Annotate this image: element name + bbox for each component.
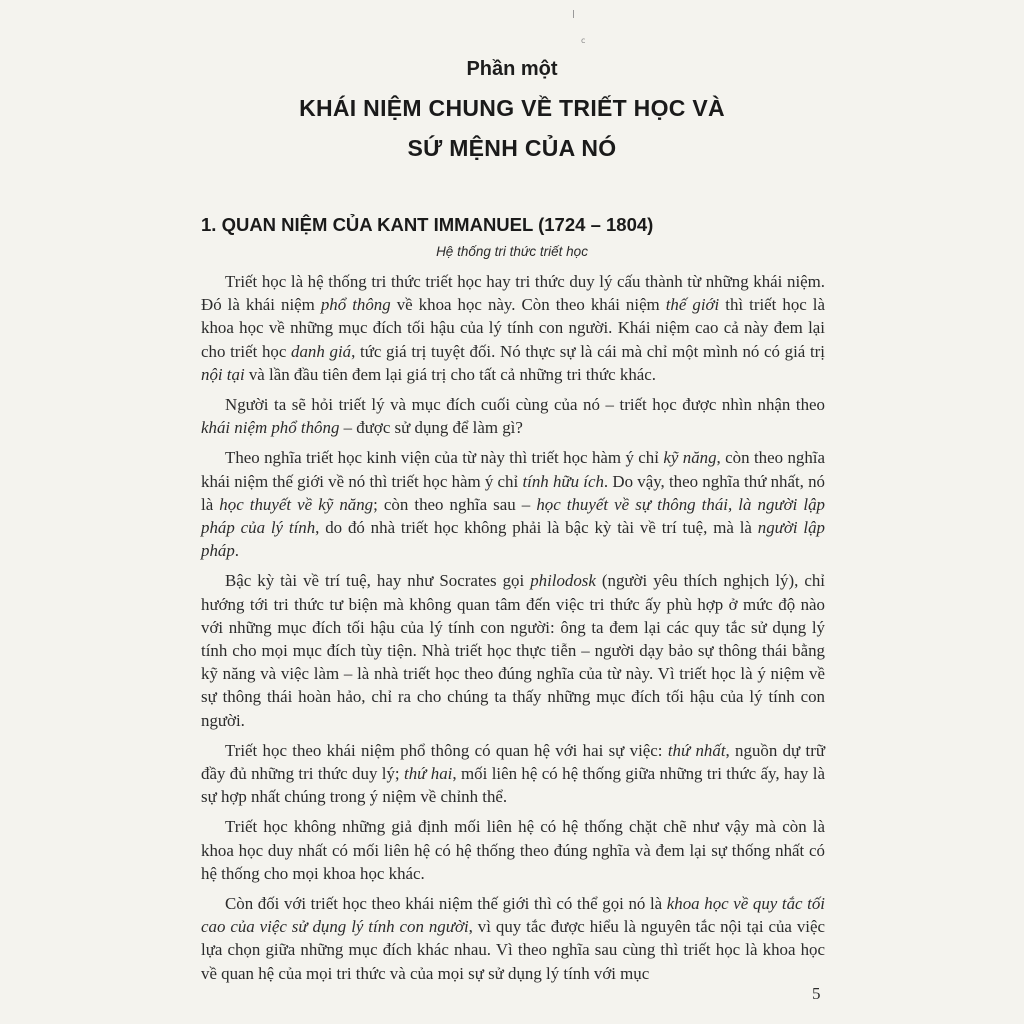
italic-term: thế giới <box>665 295 720 315</box>
scan-mark <box>573 10 574 18</box>
paragraph: Còn đối với triết học theo khái niệm thế giới thì có thể gọi nó là khoa học về quy tắc tối cao của việc sử dụng lý tính con người, vì quy tắc được hiểu là nguyên tắc nội tại của việc lựa chọn giữa những mục đích khác nhau. Vì theo nghĩa sau cùng thì triết học là khoa học về quan hệ của mọi tri thức và của mọi sự sử dụng lý tính với mục <box>201 894 825 983</box>
main-title-line-1: KHÁI NIỆM CHUNG VỀ TRIẾT HỌC VÀ <box>299 95 725 121</box>
scan-dot: c <box>581 36 586 45</box>
section-subtitle: Hệ thống tri thức triết học <box>436 244 588 259</box>
italic-term: thứ nhất <box>667 740 726 760</box>
paragraph: Theo nghĩa triết học kinh viện của từ này thì triết học hàm ý chỉ kỹ năng, còn theo nghĩa khái niệm thế giới về nó thì triết học hàm ý chỉ tính hữu ích. Do vậy, theo nghĩa thứ nhất, nó là học thuyết về kỹ năng; còn theo nghĩa sau – học thuyết về sự thông thái, là người lập pháp của lý tính, do đó nhà triết học không phải là bậc kỳ tài về trí tuệ, mà là người lập pháp. <box>201 448 826 561</box>
italic-term: khái niệm phổ thông <box>201 418 340 438</box>
paragraph: Triết học theo khái niệm phổ thông có quan hệ với hai sự việc: thứ nhất, nguồn dự trữ đầy đủ những tri thức duy lý; thứ hai, mối liên hệ có hệ thống giữa những tri thức ấy, hay là sự hợp nhất chúng trong ý niệm về chỉnh thể. <box>201 740 825 807</box>
body-text <box>201 270 825 992</box>
main-title-line-2: SỨ MỆNH CỦA NÓ <box>407 135 617 161</box>
italic-term: nội tại <box>201 364 245 384</box>
part-title: Phần một <box>466 58 558 80</box>
paragraph: Bậc kỳ tài về trí tuệ, hay như Socrates gọi philodosk (người yêu thích nghịch lý), chỉ hướng tới tri thức tư biện mà không quan tâm đến việc tri thức ấy phù hợp ở mức độ nào với những mục đích tối hậu của lý tính con người: ông ta đem lại các quy tắc sử dụng lý tính cho mọi mục đích tùy tiện. Nhà triết học thực tiễn – người dạy bảo sự thông thái bằng kỹ năng và việc làm – là nhà triết học theo đúng nghĩa của từ này. Vì triết học là ý niệm về sự thông thái hoàn hảo, chỉ ra cho chúng ta thấy những mục đích tối hậu của lý tính con người. <box>201 571 825 730</box>
italic-term: danh giá <box>291 341 352 361</box>
italic-term: philodosk <box>530 571 596 591</box>
italic-term: phổ thông <box>320 295 391 315</box>
italic-term: kỹ năng <box>663 448 717 468</box>
paragraph: Triết học là hệ thống tri thức triết học hay tri thức duy lý cấu thành từ những khái niệm. Đó là khái niệm phổ thông về khoa học này. Còn theo khái niệm thế giới thì triết học là khoa học về những mục đích tối hậu của lý tính con người. Khái niệm cao cả này đem lại cho triết học danh giá, tức giá trị tuyệt đối. Nó thực sự là cái mà chỉ một mình nó có giá trị nội tại và lần đầu tiên đem lại giá trị cho tất cả những tri thức khác. <box>201 272 825 384</box>
paragraph: Triết học không những giả định mối liên hệ có hệ thống chặt chẽ như vậy mà còn là khoa học duy nhất có mối liên hệ có hệ thống theo đúng nghĩa và đem lại sự thống nhất có hệ thống cho mọi khoa học khác. <box>201 817 825 883</box>
main-title <box>0 88 1024 168</box>
page-number: 5 <box>812 984 821 1003</box>
italic-term: tính hữu ích <box>522 471 604 491</box>
italic-term: học thuyết về kỹ năng <box>219 494 374 514</box>
italic-term: khoa học về quy tắc tối cao của việc sử dụng lý tính con người <box>201 894 825 937</box>
paragraph: Người ta sẽ hỏi triết lý và mục đích cuối cùng của nó – triết học được nhìn nhận theo khái niệm phổ thông – được sử dụng để làm gì? <box>201 395 825 438</box>
italic-term: người lập pháp <box>201 518 825 561</box>
section-heading: 1. QUAN NIỆM CỦA KANT IMMANUEL (1724 – 1804) <box>201 214 654 235</box>
italic-term: học thuyết về sự thông thái, là người lập pháp của lý tính <box>201 494 825 538</box>
italic-term: thứ hai <box>404 764 453 784</box>
